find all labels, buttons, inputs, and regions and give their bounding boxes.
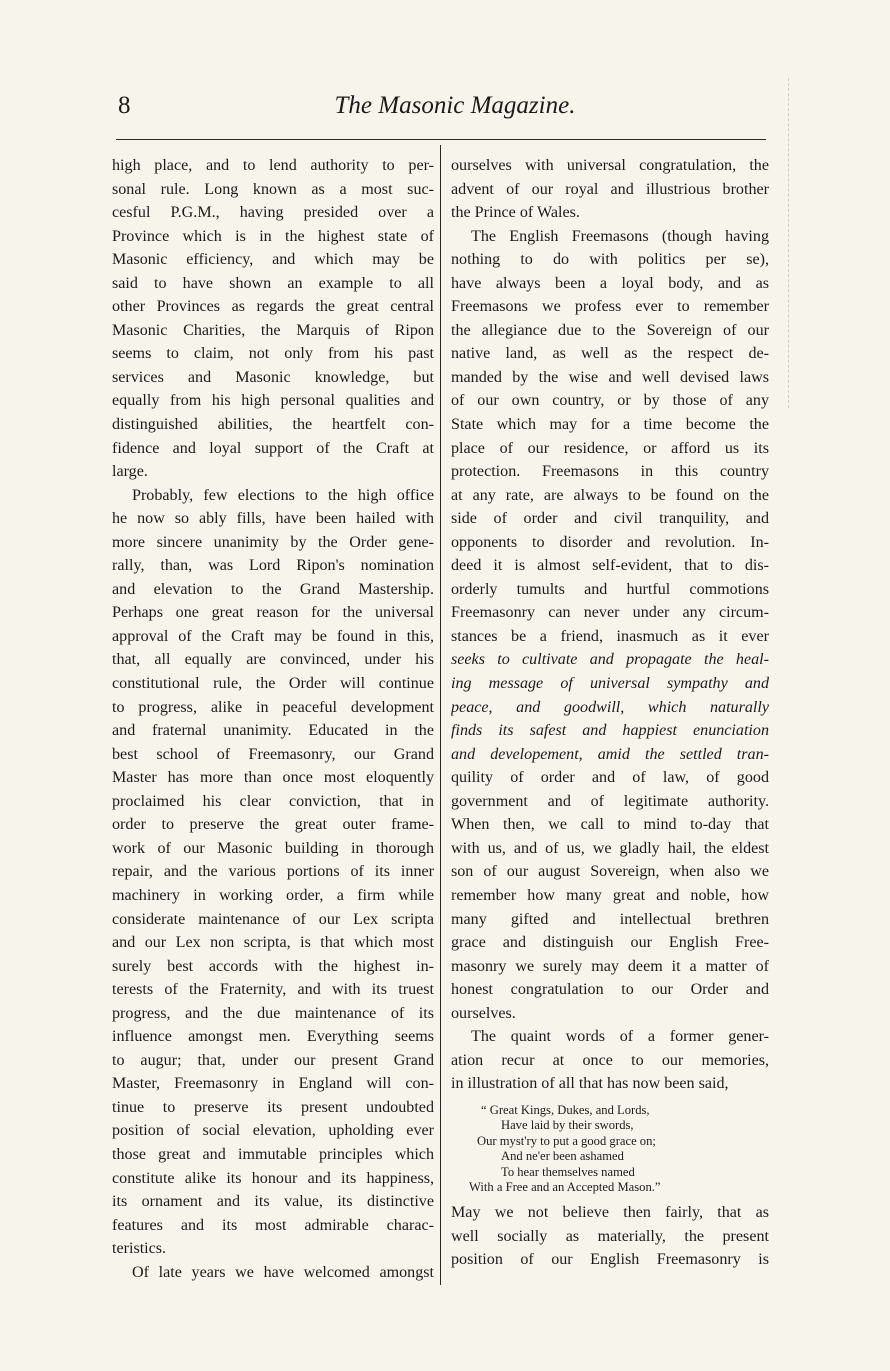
text-line: honest congratulation to our Order and xyxy=(451,981,769,999)
text-line: many gifted and intellectual brethren xyxy=(451,910,769,928)
text-line: Perhaps one great reason for the universal xyxy=(112,604,434,622)
text-line: influence amongst men. Everything seems xyxy=(112,1028,434,1046)
text-line: proclaimed his clear conviction, that in xyxy=(112,792,434,810)
text-line: high place, and to lend authority to per- xyxy=(112,157,434,174)
verse-line: With a Free and an Accepted Mason.” xyxy=(469,1179,661,1194)
text-line: Masonic Charities, the Marquis of Ripon xyxy=(112,321,434,339)
text-line: son of our august Sovereign, when also we xyxy=(451,863,769,881)
text-line: best school of Freemasonry, our Grand xyxy=(112,745,434,763)
text-line: approval of the Craft may be found in this, xyxy=(112,627,434,645)
page-header xyxy=(0,88,890,128)
running-title: The Masonic Magazine. xyxy=(334,92,576,119)
text-line: equally from his high personal qualities and xyxy=(112,392,434,410)
text-line: Masonic efficiency, and which may be xyxy=(112,251,434,269)
text-line: and fraternal unanimity. Educated in the xyxy=(112,722,434,740)
text-line: protection. Freemasons in this country xyxy=(451,463,769,481)
text-line: constitute alike its honour and its happiness, xyxy=(112,1169,434,1187)
text-line: government and of legitimate authority. xyxy=(451,792,769,810)
text-line: cesful P.G.M., having presided over a xyxy=(112,204,434,222)
text-line: The quaint words of a former gener- xyxy=(471,1028,769,1046)
text-line: seeks to cultivate and propagate the heal- xyxy=(451,651,769,669)
text-line: tinue to preserve its present undoubted xyxy=(112,1098,434,1116)
text-line: Of late years we have welcomed amongst xyxy=(132,1263,434,1281)
text-line: constitutional rule, the Order will continue xyxy=(112,675,434,693)
text-line: in illustration of all that has now been said, xyxy=(451,1075,729,1093)
text-line: opponents to disorder and revolution. In- xyxy=(451,533,769,551)
text-line: native land, as well as the respect de- xyxy=(451,345,769,363)
text-line: nothing to do with politics per se), xyxy=(451,251,769,269)
text-line: order to preserve the great outer frame- xyxy=(112,816,434,834)
text-line: sonal rule. Long known as a most suc- xyxy=(112,180,434,198)
text-line: manded by the wise and well devised laws xyxy=(451,368,769,386)
text-line: other Provinces as regards the great central xyxy=(112,298,434,316)
text-line: Freemasonry can never under any circum- xyxy=(451,604,769,622)
text-line: position of social elevation, upholding ever xyxy=(112,1122,434,1140)
text-line: terests of the Fraternity, and with its truest xyxy=(112,981,434,999)
text-line: those great and immutable principles which xyxy=(112,1145,434,1163)
text-line: services and Masonic knowledge, but xyxy=(112,368,434,386)
text-line: rally, than, was Lord Ripon's nomination xyxy=(112,557,434,575)
text-line: well socially as materially, the present xyxy=(451,1227,769,1245)
text-line: place of our residence, or afford us its xyxy=(451,439,769,457)
text-line: the allegiance due to the Sovereign of our xyxy=(451,321,769,339)
text-line: remember how many great and noble, how xyxy=(451,886,769,904)
text-line: stances be a friend, inasmuch as it ever xyxy=(451,627,769,645)
text-line: and elevation to the Grand Mastership. xyxy=(112,580,434,598)
text-line: ing message of universal sympathy and xyxy=(451,675,769,693)
text-line: repair, and the various portions of its inner xyxy=(112,863,434,881)
text-line: and our Lex non scripta, is that which most xyxy=(112,934,434,952)
text-line: and developement, amid the settled tran- xyxy=(451,745,769,763)
text-line: Probably, few elections to the high office xyxy=(132,486,434,504)
text-line: Province which is in the highest state of xyxy=(112,227,434,245)
text-line: considerate maintenance of our Lex scripta xyxy=(112,910,434,928)
text-line: side of order and civil tranquility, and xyxy=(451,510,769,528)
text-line: machinery in working order, a firm while xyxy=(112,886,434,904)
text-line: to augur; that, under our present Grand xyxy=(112,1051,434,1069)
text-line: advent of our royal and illustrious brother xyxy=(451,180,769,198)
verse-line: And ne'er been ashamed xyxy=(501,1149,624,1164)
right-column-text-after-verse xyxy=(451,1201,769,1272)
text-line: progress, and the due maintenance of its xyxy=(112,1004,434,1022)
text-line: deed it is almost self-evident, that to dis- xyxy=(451,557,769,575)
text-line: State which may for a time become the xyxy=(451,416,769,434)
left-column xyxy=(112,154,434,1284)
text-line: seems to claim, not only from his past xyxy=(112,345,434,363)
verse-line: To hear themselves named xyxy=(501,1164,635,1179)
right-column-text-before-verse xyxy=(451,154,769,1096)
text-line: with us, and of us, we gladly hail, the eldest xyxy=(451,839,769,857)
text-line: its ornament and its value, its distinctive xyxy=(112,1193,434,1211)
text-line: The English Freemasons (though having xyxy=(471,227,769,245)
text-line: surely best accords with the highest in- xyxy=(112,957,434,975)
text-line: large. xyxy=(112,463,148,481)
text-line: orderly tumults and hurtful commotions xyxy=(451,580,769,598)
verse-quotation xyxy=(451,1103,769,1195)
verse-line: “ Great Kings, Dukes, and Lords, xyxy=(481,1102,650,1117)
text-line: Master has more than once most eloquently xyxy=(112,769,434,787)
text-line: teristics. xyxy=(112,1240,167,1258)
text-line: Master, Freemasonry in England will con- xyxy=(112,1075,434,1093)
text-line: ourselves. xyxy=(451,1004,516,1022)
text-line: he now so ably fills, have been hailed with xyxy=(112,510,434,528)
text-line: peace, and goodwill, which naturally xyxy=(451,698,769,716)
right-column xyxy=(451,154,769,1272)
column-divider xyxy=(440,145,441,1285)
verse-line: Our myst'ry to put a good grace on; xyxy=(477,1133,656,1148)
text-line: features and its most admirable charac- xyxy=(112,1216,434,1234)
text-line: fidence and loyal support of the Craft at xyxy=(112,439,434,457)
page-number: 8 xyxy=(118,92,131,119)
text-line: work of our Masonic building in thorough xyxy=(112,839,434,857)
text-line: May we not believe then fairly, that as xyxy=(451,1204,769,1222)
text-line: finds its safest and happiest enunciation xyxy=(451,722,769,740)
text-line: more sincere unanimity by the Order gene- xyxy=(112,533,434,551)
text-line: distinguished abilities, the heartfelt con- xyxy=(112,416,434,434)
text-line: ation recur at once to our memories, xyxy=(451,1051,769,1069)
text-line: to progress, alike in peaceful development xyxy=(112,698,434,716)
text-line: position of our English Freemasonry is xyxy=(451,1251,769,1269)
text-line: grace and distinguish our English Free- xyxy=(451,934,769,952)
text-line: at any rate, are always to be found on the xyxy=(451,486,769,504)
header-rule xyxy=(116,139,766,140)
text-line: quility of order and of law, of good xyxy=(451,769,769,787)
text-line: that, all equally are convinced, under his xyxy=(112,651,434,669)
text-line: masonry we surely may deem it a matter of xyxy=(451,957,769,975)
text-line: said to have shown an example to all xyxy=(112,274,434,292)
text-line: Freemasons we profess ever to remember xyxy=(451,298,769,316)
text-line: ourselves with universal congratulation, the xyxy=(451,157,769,174)
text-line: the Prince of Wales. xyxy=(451,204,580,222)
text-line: When then, we call to mind to-day that xyxy=(451,816,769,834)
text-line: have always been a loyal body, and as xyxy=(451,274,769,292)
verse-line: Have laid by their swords, xyxy=(501,1118,634,1133)
text-line: of our own country, or by those of any xyxy=(451,392,769,410)
scan-edge-marks xyxy=(788,78,809,408)
